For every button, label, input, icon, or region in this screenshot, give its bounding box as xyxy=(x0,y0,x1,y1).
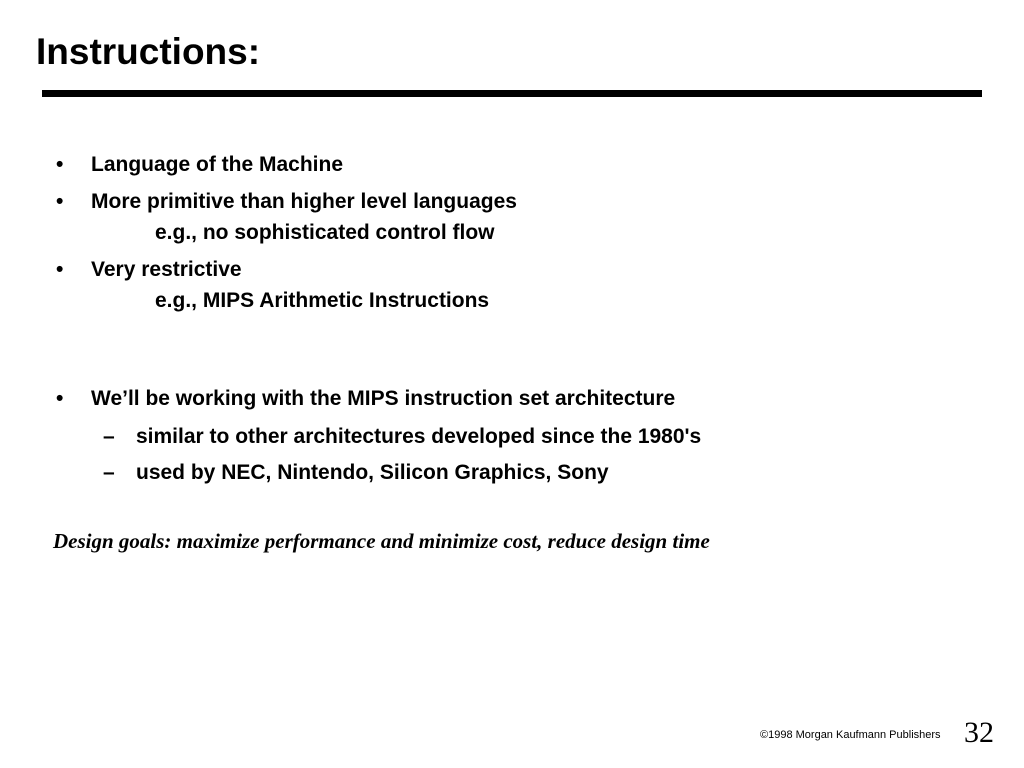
title-divider xyxy=(42,90,982,97)
bullet-marker: • xyxy=(56,258,64,281)
subitem-used-by: used by NEC, Nintendo, Silicon Graphics, Sony xyxy=(136,461,609,484)
subitem-similar-architectures: similar to other architectures developed since the 1980's xyxy=(136,425,702,448)
bullet-marker: • xyxy=(56,190,64,213)
subitem-marker: – xyxy=(103,461,115,484)
bullet-example-mips-arithmetic: e.g., MIPS Arithmetic Instructions xyxy=(155,289,490,312)
bullet-very-restrictive: Very restrictive xyxy=(91,258,242,281)
bullet-marker: • xyxy=(56,153,64,176)
design-goals-text: Design goals: maximize performance and minimize cost, reduce design time xyxy=(53,529,710,553)
bullet-marker: • xyxy=(56,387,64,410)
bullet-language-of-machine: Language of the Machine xyxy=(91,153,344,176)
page-number: 32 xyxy=(964,716,994,749)
bullet-more-primitive: More primitive than higher level languages xyxy=(91,190,517,213)
copyright-footer: ©1998 Morgan Kaufmann Publishers xyxy=(760,729,941,741)
bullet-mips-isa: We’ll be working with the MIPS instruction set architecture xyxy=(91,387,676,410)
slide-title: Instructions: xyxy=(36,31,261,72)
subitem-marker: – xyxy=(103,425,115,448)
bullet-example-control-flow: e.g., no sophisticated control flow xyxy=(155,221,495,244)
